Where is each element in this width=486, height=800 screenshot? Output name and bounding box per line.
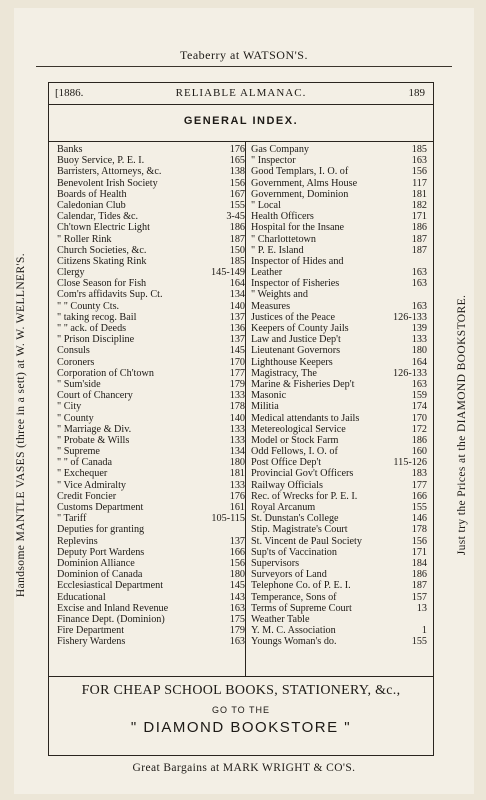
entry-text: Measures — [251, 300, 291, 312]
entry-page: 179 — [229, 625, 245, 637]
entry-page: 187 — [411, 244, 427, 256]
index-entry — [57, 524, 245, 535]
entry-page: 145 — [229, 580, 245, 592]
entry-text: Model or Stock Farm — [251, 434, 339, 446]
entry-page: 3-45 — [226, 211, 245, 223]
entry-page: 186 — [411, 569, 427, 581]
entry-page: 170 — [229, 356, 245, 368]
entry-text: Stip. Magistrate's Court — [251, 524, 348, 536]
entry-page: 172 — [411, 423, 427, 435]
index-entry — [57, 211, 245, 222]
index-entry — [57, 614, 245, 625]
entry-page: 181 — [411, 188, 427, 200]
entry-page: 183 — [411, 468, 427, 480]
index-entry — [57, 603, 245, 614]
entry-page: 136 — [229, 323, 245, 334]
index-table — [49, 141, 433, 677]
right-index-column — [251, 144, 427, 647]
entry-page: 134 — [229, 289, 245, 301]
index-entry — [251, 569, 427, 580]
index-entry — [251, 222, 427, 233]
entry-page: 156 — [411, 535, 427, 547]
entry-page: 138 — [229, 166, 245, 178]
entry-page: 157 — [411, 591, 427, 603]
index-title: GENERAL INDEX. — [183, 115, 299, 127]
entry-page: 133 — [229, 434, 245, 446]
index-entry — [251, 323, 427, 334]
entry-page: 140 — [229, 412, 245, 424]
entry-page: 166 — [411, 490, 427, 502]
entry-page: 126-133 — [393, 367, 427, 379]
index-entry — [251, 345, 427, 356]
left-index-column — [57, 144, 245, 647]
entry-page: 163 — [229, 602, 245, 614]
entry-text: Church Societies, &c. — [57, 244, 147, 256]
entry-text: Banks — [57, 144, 83, 155]
entry-text: Boards of Health — [57, 188, 127, 200]
entry-text: Educational — [57, 591, 106, 603]
index-entry — [57, 513, 245, 524]
running-header — [53, 87, 429, 103]
index-entry — [251, 379, 427, 390]
entry-page: 177 — [411, 479, 427, 491]
index-entry — [251, 614, 427, 625]
entry-text: Caledonian Club — [57, 199, 126, 211]
entry-text: " Exchequer — [57, 468, 108, 480]
entry-page: 156 — [229, 177, 245, 189]
index-entry — [57, 334, 245, 345]
entry-text: Masonic — [251, 390, 287, 402]
entry-text: Government, Alms House — [251, 177, 358, 189]
index-entry — [57, 189, 245, 200]
index-entry — [251, 524, 427, 535]
entry-text: Com'rs affidavits Sup. Ct. — [57, 289, 163, 301]
entry-text: Health Officers — [251, 211, 314, 223]
entry-page: 179 — [229, 378, 245, 390]
entry-text: " Tariff — [57, 513, 87, 525]
entry-page: 133 — [229, 423, 245, 435]
column-divider — [245, 142, 246, 676]
index-entry — [57, 569, 245, 580]
entry-page: 175 — [229, 613, 245, 625]
entry-page: 160 — [411, 446, 427, 458]
entry-page: 186 — [411, 434, 427, 446]
entry-page: 126-133 — [393, 311, 427, 323]
entry-text: Lieutenant Governors — [251, 345, 341, 357]
entry-page: 155 — [411, 636, 427, 648]
entry-text: " P. E. Island — [251, 244, 304, 256]
index-entry — [57, 256, 245, 267]
entry-text: Inspector of Hides and — [251, 255, 344, 267]
index-entry — [57, 357, 245, 368]
index-entry — [57, 312, 245, 323]
top-advertisement: Teaberry at WATSON'S. — [180, 48, 308, 62]
entry-page: 186 — [411, 222, 427, 234]
page-number: 189 — [408, 87, 425, 99]
entry-text: Hospital for the Insane — [251, 222, 345, 234]
entry-text: " Local — [251, 199, 281, 211]
index-entry — [57, 323, 245, 334]
entry-text: Credit Foncier — [57, 490, 117, 502]
entry-text: " " County Cts. — [57, 300, 120, 312]
index-entry — [57, 155, 245, 166]
index-entry — [57, 446, 245, 457]
index-entry — [251, 513, 427, 524]
entry-text: Temperance, Sons of — [251, 591, 337, 603]
entry-page: 163 — [411, 155, 427, 167]
entry-text: St. Vincent de Paul Society — [251, 535, 362, 547]
entry-text: " City — [57, 401, 82, 413]
index-entry — [57, 491, 245, 502]
entry-text: Leather — [251, 267, 283, 279]
entry-text: Provincial Gov't Officers — [251, 468, 354, 480]
entry-text: Odd Fellows, I. O. of — [251, 446, 338, 458]
entry-text: Corporation of Ch'town — [57, 367, 154, 379]
entry-page: 161 — [229, 502, 245, 513]
index-entry — [251, 357, 427, 368]
entry-text: Ch'town Electric Light — [57, 222, 150, 234]
index-entry — [57, 289, 245, 300]
entry-page: 165 — [229, 155, 245, 167]
entry-page: 180 — [229, 457, 245, 469]
index-entry — [57, 267, 245, 278]
index-entry — [251, 547, 427, 558]
header-year: [1886. — [55, 87, 84, 99]
entry-text: Customs Department — [57, 502, 144, 513]
index-entry — [57, 166, 245, 177]
entry-page: 170 — [411, 412, 427, 424]
index-entry — [57, 178, 245, 189]
entry-page: 164 — [229, 278, 245, 290]
index-entry — [251, 457, 427, 468]
index-entry — [57, 301, 245, 312]
entry-page: 174 — [411, 401, 427, 413]
index-entry — [57, 401, 245, 412]
index-entry — [57, 625, 245, 636]
index-entry — [251, 446, 427, 457]
entry-page: 163 — [411, 300, 427, 312]
index-entry — [57, 144, 245, 155]
header-rule — [49, 104, 433, 105]
index-entry — [57, 424, 245, 435]
entry-text: Coroners — [57, 356, 95, 368]
entry-text: Close Season for Fish — [57, 278, 147, 290]
entry-text: Calendar, Tides &c. — [57, 211, 139, 223]
index-entry — [251, 267, 427, 278]
entry-text: " " of Canada — [57, 457, 112, 469]
entry-text: Buoy Service, P. E. I. — [57, 155, 145, 167]
index-entry — [251, 256, 427, 267]
entry-page: 133 — [411, 334, 427, 346]
entry-text: Medical attendants to Jails — [251, 412, 360, 424]
index-entry — [251, 536, 427, 547]
index-entry — [251, 502, 427, 513]
index-entry — [251, 480, 427, 491]
entry-text: " Prison Discipline — [57, 334, 135, 346]
index-entry — [251, 558, 427, 569]
index-entry — [251, 178, 427, 189]
entry-text: Deputies for granting — [57, 524, 145, 536]
index-entry — [251, 424, 427, 435]
entry-page: 180 — [229, 569, 245, 581]
entry-text: Consuls — [57, 345, 90, 357]
entry-text: Ecclesiastical Department — [57, 580, 164, 592]
entry-page: 182 — [411, 199, 427, 211]
entry-page: 145-149 — [211, 267, 245, 279]
entry-page: 137 — [229, 334, 245, 346]
bookstore-ad-line3: " DIAMOND BOOKSTORE " — [130, 719, 352, 736]
entry-page: 145 — [229, 345, 245, 357]
entry-text: Justices of the Peace — [251, 311, 336, 323]
index-entry — [57, 435, 245, 446]
index-entry — [57, 468, 245, 479]
entry-text: Benevolent Irish Society — [57, 177, 158, 189]
entry-page: 164 — [411, 356, 427, 368]
entry-page: 184 — [411, 557, 427, 569]
index-entry — [251, 301, 427, 312]
index-frame — [48, 82, 434, 756]
index-entry — [57, 234, 245, 245]
entry-text: Replevins — [57, 535, 98, 547]
index-entry — [57, 345, 245, 356]
entry-page: 180 — [411, 345, 427, 357]
entry-text: " Supreme — [57, 446, 100, 458]
entry-text: Marine & Fisheries Dep't — [251, 378, 355, 390]
entry-page: 176 — [229, 490, 245, 502]
entry-page: 176 — [229, 144, 245, 155]
entry-text: Sup'ts of Vaccination — [251, 546, 337, 558]
entry-page: 167 — [229, 188, 245, 200]
entry-page: 1 — [421, 625, 427, 637]
entry-text: Telephone Co. of P. E. I. — [251, 580, 351, 592]
index-entry — [57, 200, 245, 211]
index-entry — [251, 334, 427, 345]
entry-text: Fire Department — [57, 625, 125, 637]
entry-text: Magistracy, The — [251, 367, 317, 379]
entry-text: Gas Company — [251, 144, 310, 155]
index-entry — [251, 603, 427, 614]
entry-page: 134 — [229, 446, 245, 458]
entry-page: 137 — [229, 535, 245, 547]
index-entry — [251, 211, 427, 222]
index-entry — [57, 547, 245, 558]
entry-page: 185 — [229, 255, 245, 267]
entry-page: 185 — [411, 144, 427, 155]
entry-page: 105-115 — [211, 513, 245, 525]
entry-page: 139 — [411, 323, 427, 334]
entry-page: 117 — [412, 177, 427, 189]
index-entry — [251, 491, 427, 502]
entry-page: 178 — [229, 401, 245, 413]
entry-text: Deputy Port Wardens — [57, 546, 145, 558]
entry-text: Youngs Woman's do. — [251, 636, 337, 648]
entry-page: 140 — [229, 300, 245, 312]
entry-page: 166 — [229, 546, 245, 558]
entry-page: 186 — [229, 222, 245, 234]
entry-page: 156 — [229, 557, 245, 569]
index-entry — [251, 312, 427, 323]
entry-text: Dominion Alliance — [57, 557, 135, 569]
index-entry — [251, 189, 427, 200]
entry-text: Barristers, Attorneys, &c. — [57, 166, 162, 178]
entry-page: 163 — [411, 278, 427, 290]
entry-text: " taking recog. Bail — [57, 311, 137, 323]
entry-page: 187 — [411, 233, 427, 245]
index-entry — [57, 457, 245, 468]
entry-page: 115-126 — [393, 457, 427, 469]
entry-page: 143 — [229, 591, 245, 603]
index-entry — [251, 592, 427, 603]
entry-text: Inspector of Fisheries — [251, 278, 340, 290]
entry-text: Terms of Supreme Court — [251, 602, 352, 614]
index-entry — [57, 368, 245, 379]
entry-page: 133 — [229, 390, 245, 402]
entry-text: Y. M. C. Association — [251, 625, 336, 637]
index-entry — [251, 401, 427, 412]
entry-page: 171 — [411, 211, 427, 223]
entry-text: " Vice Admiralty — [57, 479, 126, 491]
index-entry — [251, 245, 427, 256]
entry-page: 137 — [229, 311, 245, 323]
entry-text: " Sum'side — [57, 378, 101, 390]
entry-text: Weather Table — [251, 613, 310, 625]
entry-text: Excise and Inland Revenue — [57, 602, 169, 614]
index-entry — [57, 558, 245, 569]
index-entry — [251, 468, 427, 479]
index-entry — [57, 592, 245, 603]
entry-page: 156 — [411, 166, 427, 178]
entry-page: 187 — [229, 233, 245, 245]
index-entry — [57, 379, 245, 390]
entry-page: 155 — [229, 199, 245, 211]
entry-text: " Probate & Wills — [57, 434, 130, 446]
header-title: RELIABLE ALMANAC. — [175, 87, 307, 99]
entry-text: Surveyors of Land — [251, 569, 327, 581]
entry-page: 178 — [411, 524, 427, 536]
entry-text: St. Dunstan's College — [251, 513, 339, 525]
entry-page: 177 — [229, 367, 245, 379]
entry-text: " Weights and — [251, 289, 308, 301]
index-entry — [251, 413, 427, 424]
footer-advertisement: Great Bargains at MARK WRIGHT & CO'S. — [132, 762, 356, 774]
entry-page: 163 — [229, 636, 245, 648]
entry-text: Court of Chancery — [57, 390, 133, 402]
index-entry — [57, 222, 245, 233]
entry-text: Fishery Wardens — [57, 636, 126, 648]
index-entry — [251, 636, 427, 647]
entry-page: 171 — [411, 546, 427, 558]
index-entry — [251, 289, 427, 300]
index-entry — [57, 636, 245, 647]
entry-page: 13 — [416, 602, 427, 614]
entry-text: Post Office Dep't — [251, 457, 322, 469]
entry-text: Royal Arcanum — [251, 502, 316, 513]
entry-text: Metereological Service — [251, 423, 346, 435]
entry-text: Law and Justice Dep't — [251, 334, 341, 346]
index-entry — [251, 144, 427, 155]
entry-page: 146 — [411, 513, 427, 525]
index-entry — [57, 580, 245, 591]
entry-page: 163 — [411, 267, 427, 279]
entry-text: " Roller Rink — [57, 233, 112, 245]
entry-page: 163 — [411, 378, 427, 390]
index-entry — [57, 245, 245, 256]
entry-text: " Marriage & Div. — [57, 423, 132, 435]
index-entry — [57, 502, 245, 513]
entry-text: Keepers of County Jails — [251, 323, 349, 334]
index-entry — [251, 166, 427, 177]
entry-text: Citizens Skating Rink — [57, 255, 147, 267]
index-entry — [251, 390, 427, 401]
entry-text: " Inspector — [251, 155, 296, 167]
entry-page: 159 — [411, 390, 427, 402]
right-side-advertisement: Just try the Prices at the DIAMOND BOOKSTORE. — [456, 294, 468, 556]
entry-text: Good Templars, I. O. of — [251, 166, 349, 178]
top-rule — [36, 66, 452, 67]
index-entry — [251, 435, 427, 446]
left-side-advertisement: Handsome MANTLE VASES (three in a sett) at W. W. WELLNER'S. — [15, 252, 27, 598]
index-entry — [251, 368, 427, 379]
index-entry — [251, 625, 427, 636]
entry-text: Clergy — [57, 267, 85, 279]
index-entry — [251, 234, 427, 245]
index-entry — [57, 413, 245, 424]
entry-text: Government, Dominion — [251, 188, 349, 200]
entry-page: 187 — [411, 580, 427, 592]
entry-page: 155 — [411, 502, 427, 513]
entry-text: Rec. of Wrecks for P. E. I. — [251, 490, 358, 502]
bookstore-ad-line2: GO TO THE — [211, 705, 270, 715]
entry-text: " " ack. of Deeds — [57, 323, 127, 334]
entry-text: Militia — [251, 401, 279, 413]
bookstore-ad-line1: FOR CHEAP SCHOOL BOOKS, STATIONERY, &c., — [81, 683, 401, 698]
index-entry — [57, 278, 245, 289]
index-entry — [57, 536, 245, 547]
entry-page: 181 — [229, 468, 245, 480]
entry-page: 133 — [229, 479, 245, 491]
entry-text: " Charlottetown — [251, 233, 316, 245]
index-entry — [251, 200, 427, 211]
entry-page: 150 — [229, 244, 245, 256]
entry-text: Finance Dept. (Dominion) — [57, 613, 165, 625]
index-entry — [57, 390, 245, 401]
entry-text: Supervisors — [251, 557, 300, 569]
entry-text: Lighthouse Keepers — [251, 356, 333, 368]
entry-text: " County — [57, 412, 94, 424]
entry-text: Railway Officials — [251, 479, 323, 491]
index-entry — [57, 480, 245, 491]
entry-text: Dominion of Canada — [57, 569, 143, 581]
almanac-page — [14, 8, 474, 794]
index-entry — [251, 155, 427, 166]
index-entry — [251, 580, 427, 591]
index-entry — [251, 278, 427, 289]
